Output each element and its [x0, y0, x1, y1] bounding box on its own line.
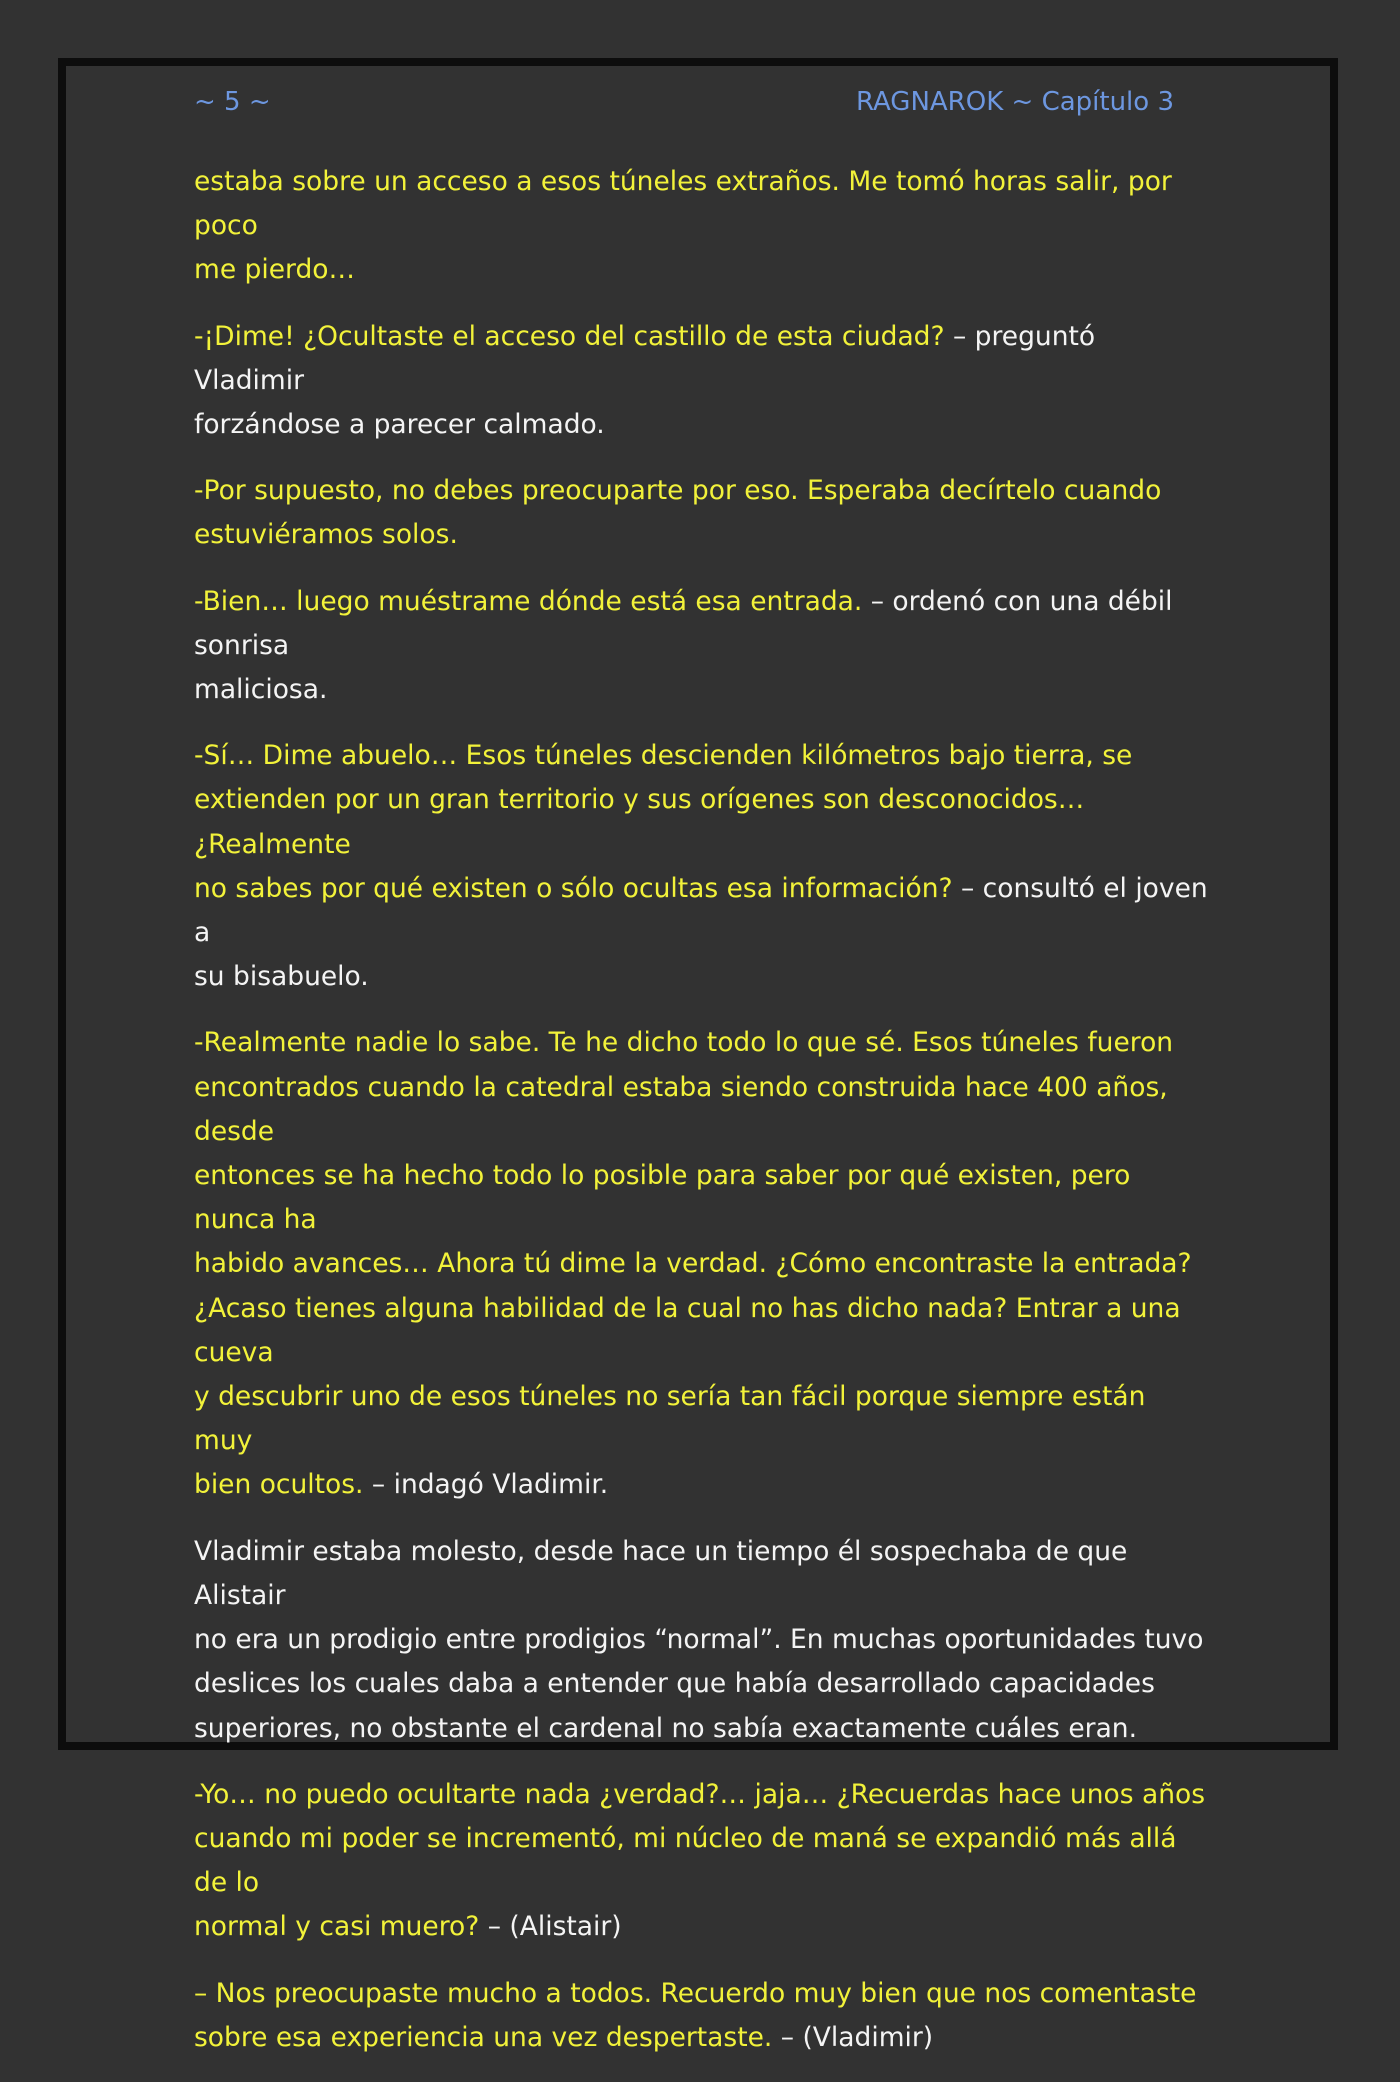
paragraph	[194, 580, 1210, 713]
dialogue-text: extienden por un gran territorio y sus orígenes son desconocidos… ¿Realmente	[194, 784, 1085, 860]
text-line	[194, 668, 1210, 712]
text-line	[194, 2016, 1210, 2060]
text-line	[194, 1242, 1210, 1286]
dialogue-text: habido avances… Ahora tú dime la verdad. ¿Cómo encontraste la entrada?	[194, 1248, 1192, 1280]
page-header	[194, 82, 1174, 122]
text-line	[194, 867, 1210, 955]
text-line	[194, 1287, 1210, 1375]
text-line	[194, 1066, 1210, 1154]
text-line	[194, 1021, 1210, 1065]
text-line	[194, 734, 1210, 778]
narration-text: deslices los cuales daba a entender que había desarrollado capacidades	[194, 1668, 1155, 1700]
narration-text: superiores, no obstante el cardenal no sabía exactamente cuáles eran.	[194, 1712, 1138, 1744]
narration-text: forzándose a parecer calmado.	[194, 409, 605, 441]
narration-text: – consultó el joven a	[194, 872, 1208, 949]
dialogue-text: no sabes por qué existen o sólo ocultas esa información?	[194, 872, 953, 904]
text-line	[194, 1707, 1210, 1751]
narration-text: – preguntó Vladimir	[194, 320, 1096, 396]
narration-text: – indagó Vladimir.	[363, 1469, 609, 1501]
narration-text: su bisabuelo.	[194, 961, 369, 993]
paragraph	[194, 315, 1210, 448]
narration-text: – (Alistair)	[479, 1911, 622, 1943]
paragraph	[194, 1530, 1210, 1751]
text-line	[194, 403, 1210, 447]
text-line	[194, 248, 1210, 292]
text-line	[194, 469, 1210, 513]
dialogue-text: -Bien… luego muéstrame dónde está esa entrada.	[194, 585, 863, 617]
paragraph	[194, 1773, 1210, 1950]
paragraph	[194, 1021, 1210, 1507]
dialogue-text: estaba sobre un acceso a esos túneles extraños. Me tomó horas salir, por poco	[194, 166, 1172, 242]
text-line	[194, 315, 1210, 403]
narration-text: Vladimir estaba molesto, desde hace un tiempo él sospechaba de que Alistair	[194, 1535, 1128, 1611]
dialogue-text: ¿Acaso tienes alguna habilidad de la cual no has dicho nada? Entrar a una cueva	[194, 1292, 1181, 1368]
text-line	[194, 160, 1210, 248]
dialogue-text: normal y casi muero?	[194, 1911, 480, 1943]
paragraph	[194, 160, 1210, 293]
narration-text: – (Vladimir)	[772, 2021, 934, 2053]
text-line	[194, 1662, 1210, 1706]
text-line	[194, 955, 1210, 999]
text-line	[194, 1972, 1210, 2016]
text-line	[194, 1817, 1210, 1905]
dialogue-text: bien ocultos.	[194, 1469, 364, 1501]
text-line	[194, 1463, 1210, 1507]
dialogue-text: entonces se ha hecho todo lo posible para saber por qué existen, pero nunca ha	[194, 1160, 1131, 1236]
narration-text: maliciosa.	[194, 674, 328, 706]
dialogue-text: -Realmente nadie lo sabe. Te he dicho todo lo que sé. Esos túneles fueron	[194, 1027, 1174, 1059]
text-line	[194, 1530, 1210, 1618]
dialogue-text: sobre esa experiencia una vez despertaste.	[194, 2021, 773, 2053]
dialogue-text: -Yo… no puedo ocultarte nada ¿verdad?… jaja… ¿Recuerdas hace unos años	[194, 1778, 1206, 1810]
page-body	[194, 160, 1210, 2082]
text-line	[194, 513, 1210, 557]
text-line	[194, 580, 1210, 668]
dialogue-text: me pierdo…	[194, 254, 355, 286]
paragraph	[194, 1972, 1210, 2060]
dialogue-text: encontrados cuando la catedral estaba siendo construida hace 400 años, desde	[194, 1071, 1168, 1147]
running-title: RAGNAROK ~ Capítulo 3	[855, 87, 1174, 117]
dialogue-text: – Nos preocupaste mucho a todos. Recuerdo muy bien que nos comentaste	[194, 1977, 1197, 2009]
narration-text: – ordenó con una débil sonrisa	[194, 585, 1173, 661]
dialogue-text: -¡Dime! ¿Ocultaste el acceso del castillo de esta ciudad?	[194, 320, 945, 352]
dialogue-text: cuando mi poder se incrementó, mi núcleo de maná se expandió más allá de lo	[194, 1822, 1177, 1899]
text-line	[194, 778, 1210, 866]
text-line	[194, 1773, 1210, 1817]
text-line	[194, 1154, 1210, 1242]
paragraph	[194, 734, 1210, 999]
dialogue-text: -Sí… Dime abuelo… Esos túneles descienden kilómetros bajo tierra, se	[194, 740, 1133, 772]
dialogue-text: y descubrir uno de esos túneles no sería tan fácil porque siempre están muy	[194, 1381, 1146, 1457]
text-line	[194, 1618, 1210, 1662]
dialogue-text: -Por supuesto, no debes preocuparte por eso. Esperaba decírtelo cuando	[194, 475, 1162, 507]
paragraph	[194, 469, 1210, 557]
narration-text: no era un prodigio entre prodigios “normal”. En muchas oportunidades tuvo	[194, 1624, 1204, 1656]
dialogue-text: estuviéramos solos.	[194, 519, 458, 551]
page-number: ~ 5 ~	[194, 87, 271, 117]
text-line	[194, 1905, 1210, 1949]
text-line	[194, 1375, 1210, 1463]
